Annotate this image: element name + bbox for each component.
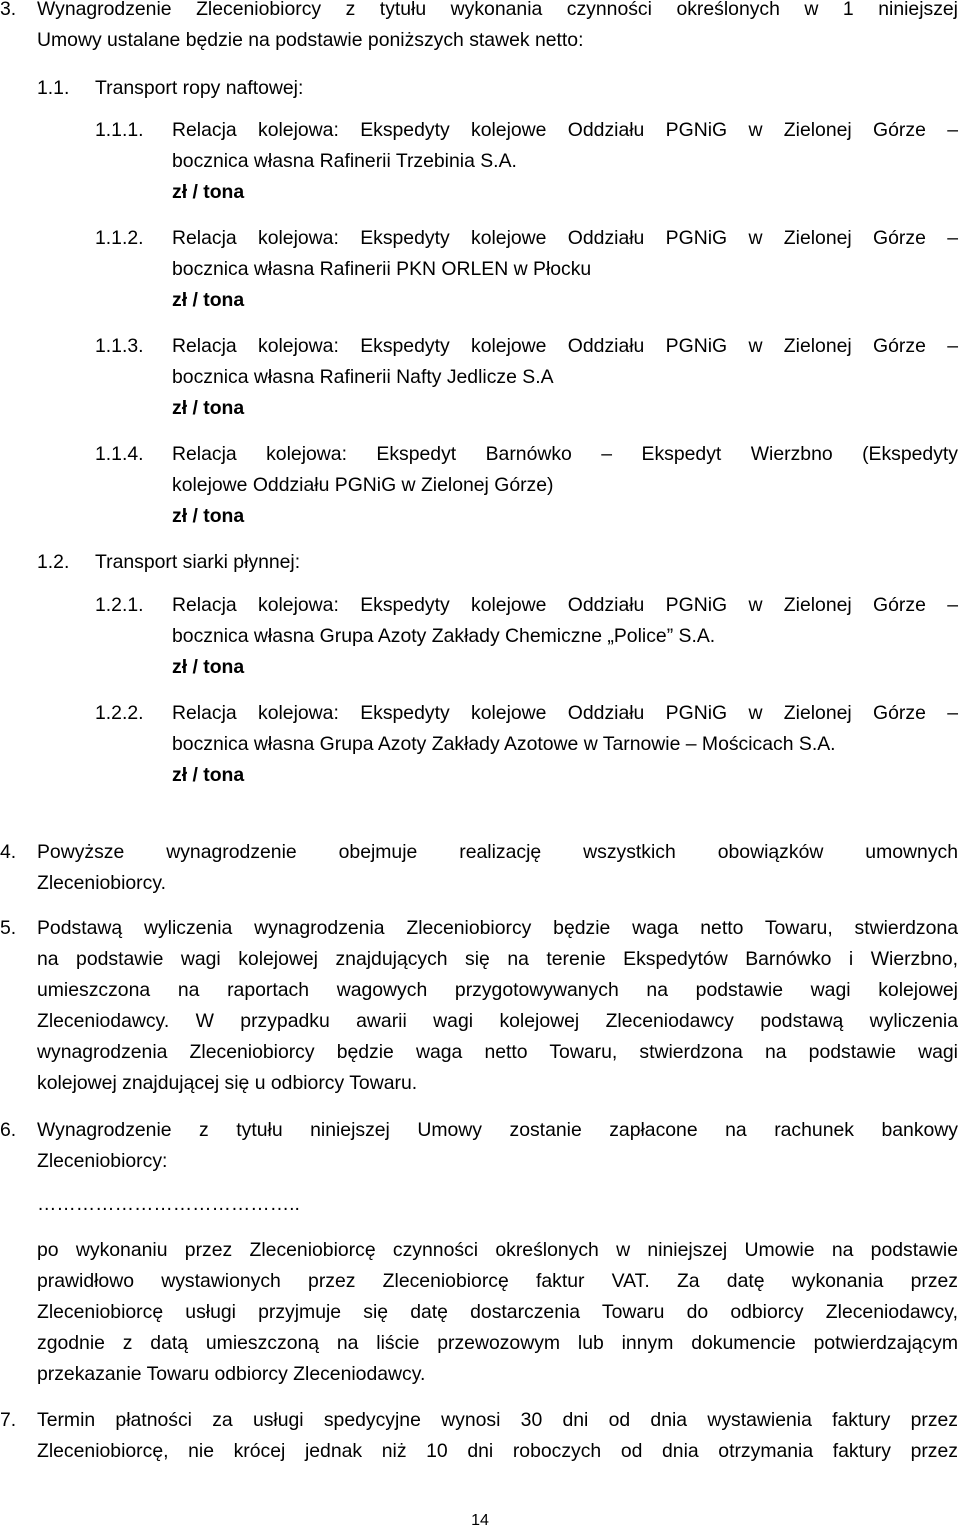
section-6-line-2: Zleceniobiorcy: bbox=[37, 1150, 168, 1172]
section-5-line: Podstawą wyliczenia wynagrodzenia Zleceniobiorcy będzie waga netto Towaru, stwierdzona bbox=[37, 917, 958, 939]
subsection-1-2-title: Transport siarki płynnej: bbox=[95, 551, 301, 573]
section-7-line-1: Termin płatności za usługi spedycyjne wynosi 30 dni od dnia wystawienia faktury przez bbox=[37, 1409, 958, 1431]
page-number: 14 bbox=[471, 1512, 489, 1529]
section-6-line: zgodnie z datą umieszczoną na liście przewozowym lub innym dokumencie potwierdzającym bbox=[37, 1332, 958, 1354]
item-1-1-4-line-2: kolejowe Oddziału PGNiG w Zielonej Górze) bbox=[172, 474, 554, 496]
section-4-number: 4. bbox=[0, 841, 17, 863]
item-1-1-1-rate: zł / tona bbox=[172, 181, 245, 203]
item-1-1-3-rate: zł / tona bbox=[172, 397, 245, 419]
item-1-2-2-number: 1.2.2. bbox=[95, 702, 144, 724]
section-3-text bbox=[37, 0, 958, 56]
item-1-1-4-number: 1.1.4. bbox=[95, 443, 144, 465]
section-4-line-2: Zleceniobiorcy. bbox=[37, 872, 166, 894]
section-7-line-2: Zleceniobiorcę, nie krócej jednak niż 10 dni roboczych od dnia otrzymania faktury przez bbox=[37, 1440, 958, 1462]
section-3-number: 3. bbox=[0, 0, 17, 20]
section-5-line: Zleceniodawcy. W przypadku awarii wagi kolejowej Zleceniodawcy podstawą wyliczenia bbox=[37, 1010, 958, 1032]
subsection-1-2-number: 1.2. bbox=[37, 551, 70, 573]
subsection-1-1-title: Transport ropy naftowej: bbox=[95, 77, 304, 99]
item-1-1-2-rate: zł / tona bbox=[172, 289, 245, 311]
item-1-2-2-rate: zł / tona bbox=[172, 764, 245, 786]
item-1-2-1-number: 1.2.1. bbox=[95, 594, 144, 616]
section-5-line: wynagrodzenia Zleceniobiorcy będzie waga netto Towaru, stwierdzona na podstawie wagi bbox=[37, 1041, 958, 1063]
subsection-1-1-number: 1.1. bbox=[37, 77, 70, 99]
item-1-2-2-line-2: bocznica własna Grupa Azoty Zakłady Azotowe w Tarnowie – Mościcach S.A. bbox=[172, 733, 836, 755]
item-1-1-1-line-1: Relacja kolejowa: Ekspedyty kolejowe Oddziału PGNiG w Zielonej Górze – bbox=[172, 119, 958, 141]
item-1-1-4-line-1: Relacja kolejowa: Ekspedyt Barnówko – Ekspedyt Wierzbno (Ekspedyty bbox=[172, 443, 958, 465]
section-5-number: 5. bbox=[0, 917, 17, 939]
section-6-line: prawidłowo wystawionych przez Zleceniobiorcę faktur VAT. Za datę wykonania przez bbox=[37, 1270, 958, 1292]
section-3-line-2: Umowy ustalane będzie na podstawie poniższych stawek netto: bbox=[37, 29, 584, 51]
section-6-line: przekazanie Towaru odbiorcy Zleceniodawcy. bbox=[37, 1363, 426, 1385]
section-5-line: kolejowej znajdującej się u odbiorcy Towaru. bbox=[37, 1072, 418, 1094]
section-3-line-1: Wynagrodzenie Zleceniobiorcy z tytułu wykonania czynności określonych w 1 niniejszej bbox=[37, 0, 958, 20]
section-7-number: 7. bbox=[0, 1409, 17, 1431]
section-5-line: umieszczona na raportach wagowych przygotowywanych na podstawie wagi kolejowej bbox=[37, 979, 958, 1001]
section-6-line: Zleceniobiorcę usługi przyjmuje się datę dostarczenia Towaru do odbiorcy Zleceniodawcy, bbox=[37, 1301, 958, 1323]
item-1-1-1-number: 1.1.1. bbox=[95, 119, 144, 141]
section-6-number: 6. bbox=[0, 1119, 17, 1141]
section-5-line: na podstawie wagi kolejowej znajdujących się na terenie Ekspedytów Barnówko i Wierzbno, bbox=[37, 948, 958, 970]
item-1-2-2-line-1: Relacja kolejowa: Ekspedyty kolejowe Oddziału PGNiG w Zielonej Górze – bbox=[172, 702, 958, 724]
item-1-1-1-line-2: bocznica własna Rafinerii Trzebinia S.A. bbox=[172, 150, 517, 172]
item-1-1-2-line-2: bocznica własna Rafinerii PKN ORLEN w Płocku bbox=[172, 258, 592, 280]
item-1-2-1-rate: zł / tona bbox=[172, 656, 245, 678]
bank-account-placeholder: ………………………………….. bbox=[37, 1193, 300, 1215]
section-4-line-1: Powyższe wynagrodzenie obejmuje realizację wszystkich obowiązków umownych bbox=[37, 841, 958, 863]
item-1-1-3-number: 1.1.3. bbox=[95, 335, 144, 357]
item-1-1-3-line-1: Relacja kolejowa: Ekspedyty kolejowe Oddziału PGNiG w Zielonej Górze – bbox=[172, 335, 958, 357]
item-1-1-2-line-1: Relacja kolejowa: Ekspedyty kolejowe Oddziału PGNiG w Zielonej Górze – bbox=[172, 227, 958, 249]
item-1-2-1-line-1: Relacja kolejowa: Ekspedyty kolejowe Oddziału PGNiG w Zielonej Górze – bbox=[172, 594, 958, 616]
item-1-1-2-number: 1.1.2. bbox=[95, 227, 144, 249]
item-1-1-4-rate: zł / tona bbox=[172, 505, 245, 527]
item-1-2-1-line-2: bocznica własna Grupa Azoty Zakłady Chemiczne „Police” S.A. bbox=[172, 625, 716, 647]
section-6-line-1: Wynagrodzenie z tytułu niniejszej Umowy zostanie zapłacone na rachunek bankowy bbox=[37, 1119, 958, 1141]
item-1-1-3-line-2: bocznica własna Rafinerii Nafty Jedlicze S.A bbox=[172, 366, 554, 388]
section-6-line: po wykonaniu przez Zleceniobiorcę czynności określonych w niniejszej Umowie na podstawie bbox=[37, 1239, 958, 1261]
